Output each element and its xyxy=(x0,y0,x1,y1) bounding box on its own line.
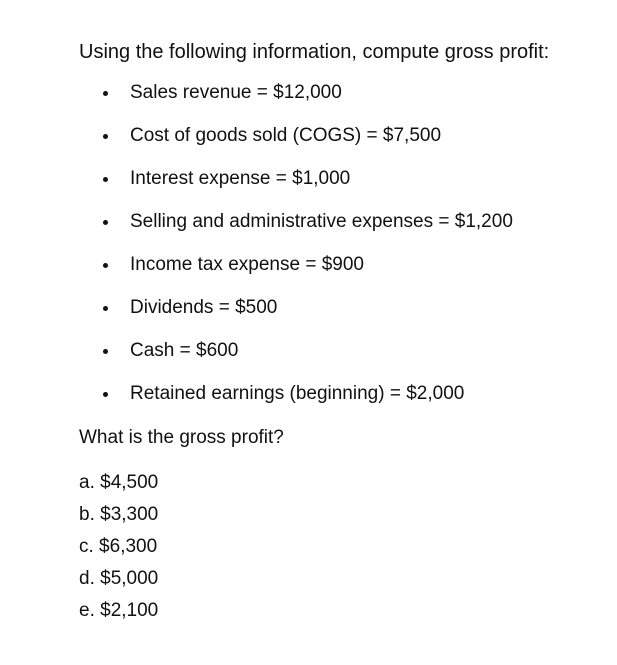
bullet-icon xyxy=(103,177,108,182)
bullet-icon xyxy=(103,91,108,96)
bullet-icon xyxy=(103,306,108,311)
item-cogs: Cost of goods sold (COGS) = $7,500 xyxy=(130,125,442,146)
bullet-icon xyxy=(103,349,108,354)
item-interest-expense: Interest expense = $1,000 xyxy=(130,168,351,189)
bullet-icon xyxy=(103,220,108,225)
option-d: d. $5,000 xyxy=(79,568,159,589)
item-retained-earnings: Retained earnings (beginning) = $2,000 xyxy=(130,383,465,404)
bullet-icon xyxy=(103,263,108,268)
item-income-tax-expense: Income tax expense = $900 xyxy=(130,254,364,275)
option-c: c. $6,300 xyxy=(79,536,158,557)
option-a: a. $4,500 xyxy=(79,472,159,493)
option-b: b. $3,300 xyxy=(79,504,159,525)
item-cash: Cash = $600 xyxy=(130,340,239,361)
item-dividends: Dividends = $500 xyxy=(130,297,278,318)
question-text: What is the gross profit? xyxy=(79,427,284,448)
problem-prompt: Using the following information, compute gross profit: xyxy=(79,41,550,63)
bullet-icon xyxy=(103,134,108,139)
item-selling-admin-expenses: Selling and administrative expenses = $1,200 xyxy=(130,211,513,232)
answer-options xyxy=(79,470,158,630)
bullet-icon xyxy=(103,392,108,397)
option-e: e. $2,100 xyxy=(79,600,159,621)
item-sales-revenue: Sales revenue = $12,000 xyxy=(130,82,342,103)
